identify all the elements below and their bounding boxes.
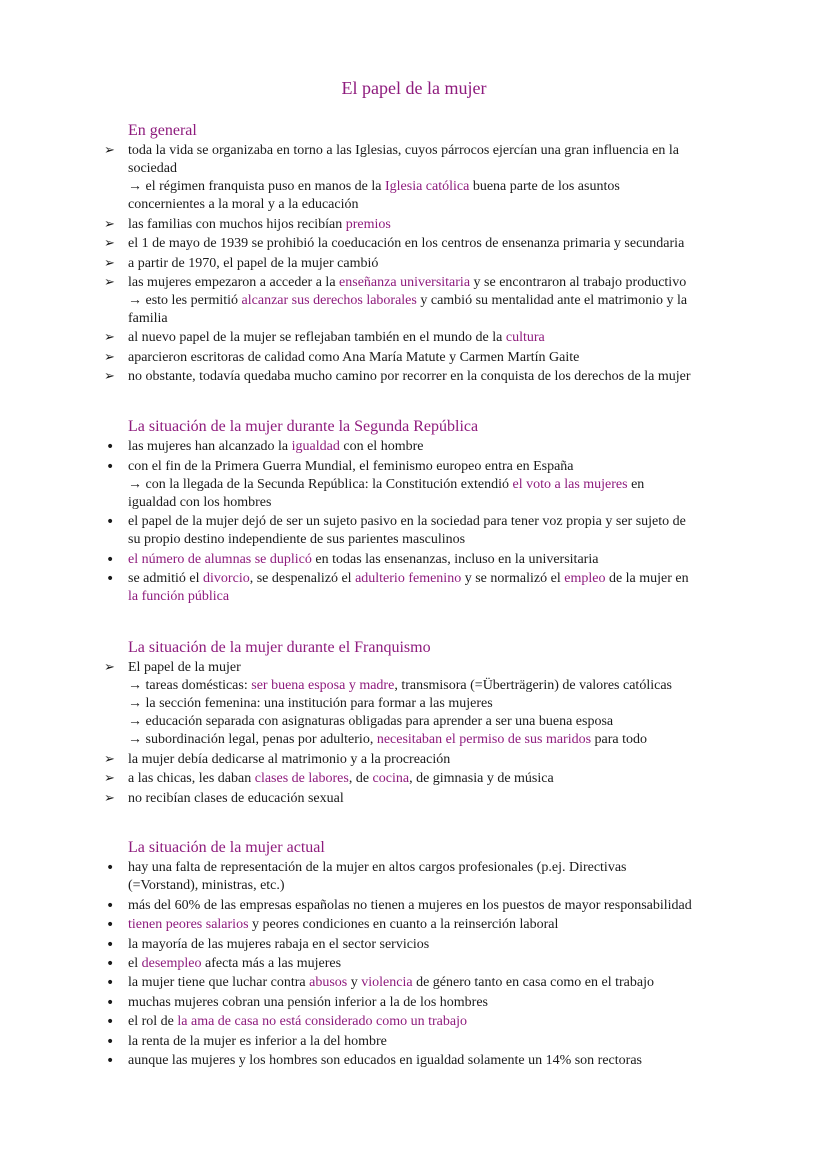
text-run: de la mujer en [605,570,689,586]
text-run: las mujeres han alcanzado la [128,439,292,455]
text-run: la mayoría de las mujeres rabaja en el sector servicios [128,936,430,952]
highlighted-term: la función pública [128,588,230,604]
text-run: a las chicas, les daban [128,771,255,787]
section-heading: En general [128,122,197,139]
text-line [128,751,754,769]
text-line [128,494,754,512]
highlighted-term: tienen peores salarios [128,917,249,933]
section-1 [104,120,754,386]
section-heading: La situación de la mujer durante la Segunda República [128,418,479,435]
arrowhead-bullet-icon: ➢ [104,274,115,290]
list-item [104,216,754,234]
text-line [128,329,754,347]
arrowhead-bullet-icon: ➢ [104,255,115,271]
section-2 [104,416,754,606]
text-line [128,916,754,934]
arrowhead-bullet-icon: ➢ [104,330,115,346]
highlighted-term: enseñanza universitaria [339,274,471,290]
text-run: y se encontraron al trabajo productivo [470,274,687,290]
text-line [128,994,754,1012]
highlighted-term: premios [345,216,391,232]
bullet-icon: • [106,860,115,877]
text-run: no recibían clases de educación sexual [128,790,344,806]
text-run: con el hombre [339,439,424,455]
text-line [128,859,754,877]
text-run: a partir de 1970, el papel de la mujer cambió [128,255,379,271]
text-run: muchas mujeres cobran una pensión inferior a la de los hombres [128,994,489,1010]
highlighted-term: abusos [309,975,348,991]
bullet-icon: • [106,975,115,992]
text-run: toda la vida se organizaba en torno a las Iglesias, cuyos párrocos ejercían una gran influencia en la [128,143,679,159]
list-item [104,255,754,273]
text-line [128,713,754,731]
text-line [128,551,754,569]
text-line [128,438,754,456]
text-line [128,368,754,386]
highlighted-term: cultura [505,330,545,346]
text-run: sociedad [128,161,177,177]
bullet-icon: • [106,955,115,972]
text-run: → subordinación legal, penas por adulterio, [128,732,377,748]
text-line [128,695,754,713]
highlighted-term: empleo [564,570,606,586]
text-line [128,770,754,788]
text-line [128,1033,754,1051]
bullet-icon: • [106,551,115,568]
text-run: se admitió el [128,570,204,586]
text-line [128,531,754,549]
text-run: → tareas domésticas: [128,678,252,694]
arrowhead-bullet-icon: ➢ [104,771,115,787]
highlighted-term: igualdad [291,439,340,455]
text-line [128,659,754,677]
list-item [104,142,754,214]
highlighted-term: desempleo [141,955,202,971]
list-item [104,955,754,973]
text-run: en todas las ensenanzas, incluso en la universitaria [311,551,599,567]
text-run: concernientes a la moral y a la educación [128,197,359,213]
list-item [104,458,754,512]
text-run: de género tanto en casa como en el trabajo [412,975,654,991]
arrowhead-bullet-icon: ➢ [104,790,115,806]
text-line [128,1013,754,1031]
highlighted-term: violencia [361,975,413,991]
highlighted-term: la ama de casa no está considerado como un trabajo [177,1014,467,1030]
text-line [128,790,754,808]
arrowhead-bullet-icon: ➢ [104,660,115,676]
text-run: para todo [591,732,648,748]
text-run: → educación separada con asignaturas obligadas para aprender a ser una buena esposa [128,714,614,730]
list-item [104,974,754,992]
text-run: con el fin de la Primera Guerra Mundial, el feminismo europeo entra en España [128,458,574,474]
text-run: afecta más a las mujeres [201,955,342,971]
bullet-icon: • [106,1052,115,1069]
text-line [128,731,754,749]
highlighted-term: Iglesia católica [384,179,470,195]
list-item [104,349,754,367]
text-line [128,235,754,253]
list-item [104,916,754,934]
section-3 [104,637,754,808]
text-line [128,588,754,606]
text-line [128,1052,754,1070]
list-item [104,513,754,549]
bullet-icon: • [106,514,115,531]
text-line [128,142,754,160]
highlighted-term: el voto a las mujeres [512,476,628,492]
page-title: El papel de la mujer [341,78,487,98]
arrowhead-bullet-icon: ➢ [104,349,115,365]
text-run: , de [348,771,373,787]
text-run: el rol de [128,1014,178,1030]
section-4 [104,837,754,1070]
text-run: El papel de la mujer [128,660,241,676]
highlighted-term: alcanzar sus derechos laborales [241,292,417,308]
highlighted-term: clases de labores [254,771,349,787]
text-run: → esto les permitió [128,292,242,308]
text-run: , de gimnasia y de música [409,771,554,787]
section-heading: La situación de la mujer durante el Franquismo [128,639,431,656]
highlighted-term: necesitaban el permiso de sus maridos [376,732,592,748]
list-item [104,994,754,1012]
text-run: el 1 de mayo de 1939 se prohibió la coeducación en los centros de ensenanza primaria y secundaria [128,236,685,252]
list-item [104,1052,754,1070]
list-item [104,770,754,788]
list-item [104,1033,754,1051]
bullet-icon: • [106,994,115,1011]
bullet-icon: • [106,1033,115,1050]
arrowhead-bullet-icon: ➢ [104,369,115,385]
text-run: el papel de la mujer dejó de ser un sujeto pasivo en la sociedad para tener voz propia y ser sujeto de [128,514,686,530]
text-run: hay una falta de representación de la mujer en altos cargos profesionales (p.ej. Directivas [128,860,627,876]
text-run: y se normalizó el [461,570,565,586]
text-run: no obstante, todavía quedaba mucho camino por recorrer en la conquista de los derechos de la mujer [128,369,691,385]
bullet-icon: • [106,458,115,475]
list-item [104,570,754,606]
text-line [128,936,754,954]
text-line [128,178,754,196]
text-line [128,897,754,915]
text-run: aunque las mujeres y los hombres son educados en igualdad solamente un 14% son rectoras [128,1052,642,1068]
text-run: al nuevo papel de la mujer se reflejaban también en el mundo de la [128,330,506,346]
text-line [128,292,754,310]
list-item [104,438,754,456]
text-run: aparcieron escritoras de calidad como Ana María Matute y Carmen Martín Gaite [128,349,580,365]
text-run: y [347,975,362,991]
text-line [128,877,754,895]
text-run: familia [128,310,168,326]
text-line [128,160,754,178]
text-run: , transmisora (=Überträgerin) de valores católicas [394,678,672,694]
highlighted-term: adulterio femenino [355,570,462,586]
bullet-icon: • [106,1014,115,1031]
list-item [104,859,754,895]
text-run: → el régimen franquista puso en manos de la [128,179,385,195]
text-run: → la sección femenina: una institución para formar a las mujeres [128,696,493,712]
text-run: las familias con muchos hijos recibían [128,216,346,232]
list-item [104,1013,754,1031]
text-run: su propio destino independiente de sus parientes masculinos [128,532,466,548]
list-item [104,936,754,954]
text-run: el [128,955,142,971]
bullet-icon: • [106,897,115,914]
text-run: buena parte de los asuntos [469,179,620,195]
text-run: → con la llegada de la Secunda República: la Constitución extendió [128,476,513,492]
text-line [128,255,754,273]
arrowhead-bullet-icon: ➢ [104,143,115,159]
highlighted-term: ser buena esposa y madre [251,678,395,694]
arrowhead-bullet-icon: ➢ [104,236,115,252]
list-item [104,751,754,769]
text-run: (=Vorstand), ministras, etc.) [128,878,285,894]
text-run: , se despenalizó el [249,570,356,586]
bullet-icon: • [106,917,115,934]
text-line [128,513,754,531]
text-run: la mujer tiene que luchar contra [128,975,310,991]
text-line [128,196,754,214]
arrowhead-bullet-icon: ➢ [104,216,115,232]
text-line [128,216,754,234]
text-run: y cambió su mentalidad ante el matrimonio y la [416,292,688,308]
text-line [128,570,754,588]
highlighted-term: divorcio [203,570,250,586]
text-run: y peores condiciones en cuanto a la reinserción laboral [248,917,559,933]
text-run: igualdad con los hombres [128,494,272,510]
arrowhead-bullet-icon: ➢ [104,751,115,767]
list-item [104,329,754,347]
section-heading: La situación de la mujer actual [128,839,325,856]
list-item [104,659,754,749]
text-run: la renta de la mujer es inferior a la del hombre [128,1033,387,1049]
list-item [104,274,754,328]
text-line [128,677,754,695]
text-line [128,274,754,292]
highlighted-term: el número de alumnas se duplicó [128,551,312,567]
text-line [128,310,754,328]
highlighted-term: cocina [372,771,410,787]
text-line [128,349,754,367]
text-run: en [627,476,645,492]
bullet-icon: • [106,936,115,953]
list-item [104,368,754,386]
text-run: las mujeres empezaron a acceder a la [128,274,340,290]
bullet-icon: • [106,439,115,456]
text-line [128,458,754,476]
list-item [104,897,754,915]
text-line [128,955,754,973]
list-item [104,551,754,569]
list-item [104,790,754,808]
list-item [104,235,754,253]
text-run: más del 60% de las empresas españolas no tienen a mujeres en los puestos de mayor responsabilidad [128,897,692,913]
bullet-icon: • [106,570,115,587]
text-run: la mujer debía dedicarse al matrimonio y a la procreación [128,751,451,767]
text-line [128,974,754,992]
text-line [128,476,754,494]
